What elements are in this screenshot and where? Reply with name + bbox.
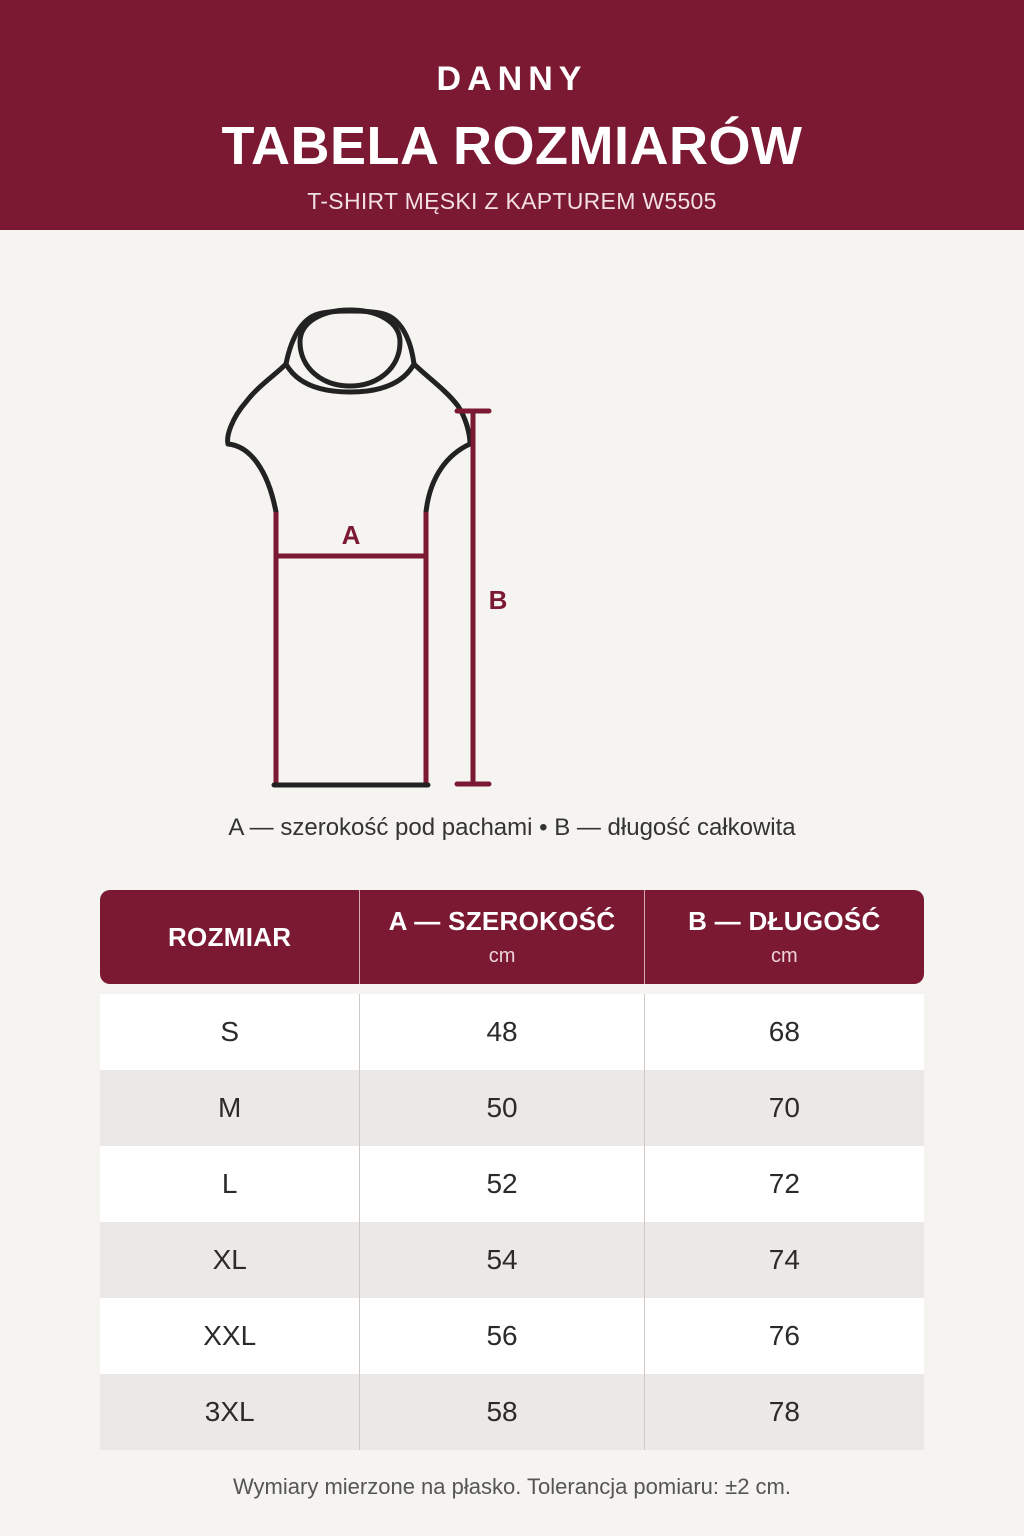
label-a: A [341, 520, 361, 550]
header-label: ROZMIAR [167, 921, 292, 952]
cell-size: XXL [203, 1320, 257, 1351]
diagram-caption: A — szerokość pod pachami • B — długość całkowita [228, 814, 796, 841]
table-row [100, 994, 924, 1070]
cell-width: 48 [359, 994, 643, 1070]
cell-width: 54 [359, 1222, 643, 1298]
hood-shape [228, 310, 470, 512]
cell-width: 50 [359, 1070, 643, 1146]
product-subtitle: T-SHIRT MĘSKI Z KAPTUREM W5505 [307, 188, 717, 214]
cell-length: 68 [644, 994, 924, 1070]
cell-size: M [218, 1092, 242, 1123]
cell-size: L [221, 1168, 238, 1199]
cell-size: S [220, 1016, 240, 1047]
label-b: B [488, 585, 508, 615]
header-unit: cm [488, 945, 516, 967]
body-outline [276, 512, 426, 786]
cell-length: 70 [644, 1070, 924, 1146]
cell-length: 74 [644, 1222, 924, 1298]
measurement-footnote: Wymiary mierzone na płasko. Tolerancja pomiaru: ±2 cm. [232, 1474, 791, 1499]
table-header [100, 890, 924, 984]
size-table [100, 890, 924, 1450]
cell-length: 76 [644, 1298, 924, 1374]
table-row [100, 1298, 924, 1374]
table-row [100, 1070, 924, 1146]
cell-width: 56 [359, 1298, 643, 1374]
header-unit: cm [771, 945, 798, 967]
garment-diagram [0, 230, 1024, 810]
cell-width: 58 [359, 1374, 643, 1450]
header-size [100, 890, 359, 984]
cell-length: 72 [644, 1146, 924, 1222]
table-body [100, 994, 924, 1450]
cell-size: 3XL [204, 1396, 255, 1427]
cell-width: 52 [359, 1146, 643, 1222]
table-row [100, 1374, 924, 1450]
table-row [100, 1146, 924, 1222]
measure-line-b [457, 411, 489, 784]
header-length [644, 890, 924, 984]
header-width [359, 890, 643, 984]
tshirt-outline-illustration [0, 230, 1024, 810]
brand-name: DANNY [436, 60, 588, 98]
cell-length: 78 [644, 1374, 924, 1450]
header-label: A — SZEROKOŚĆ [388, 906, 616, 936]
cell-size: XL [212, 1244, 247, 1275]
header-label: B — DŁUGOŚĆ [688, 906, 881, 936]
page-title: TABELA ROZMIARÓW [221, 116, 803, 176]
table-row [100, 1222, 924, 1298]
header-banner [0, 0, 1024, 230]
